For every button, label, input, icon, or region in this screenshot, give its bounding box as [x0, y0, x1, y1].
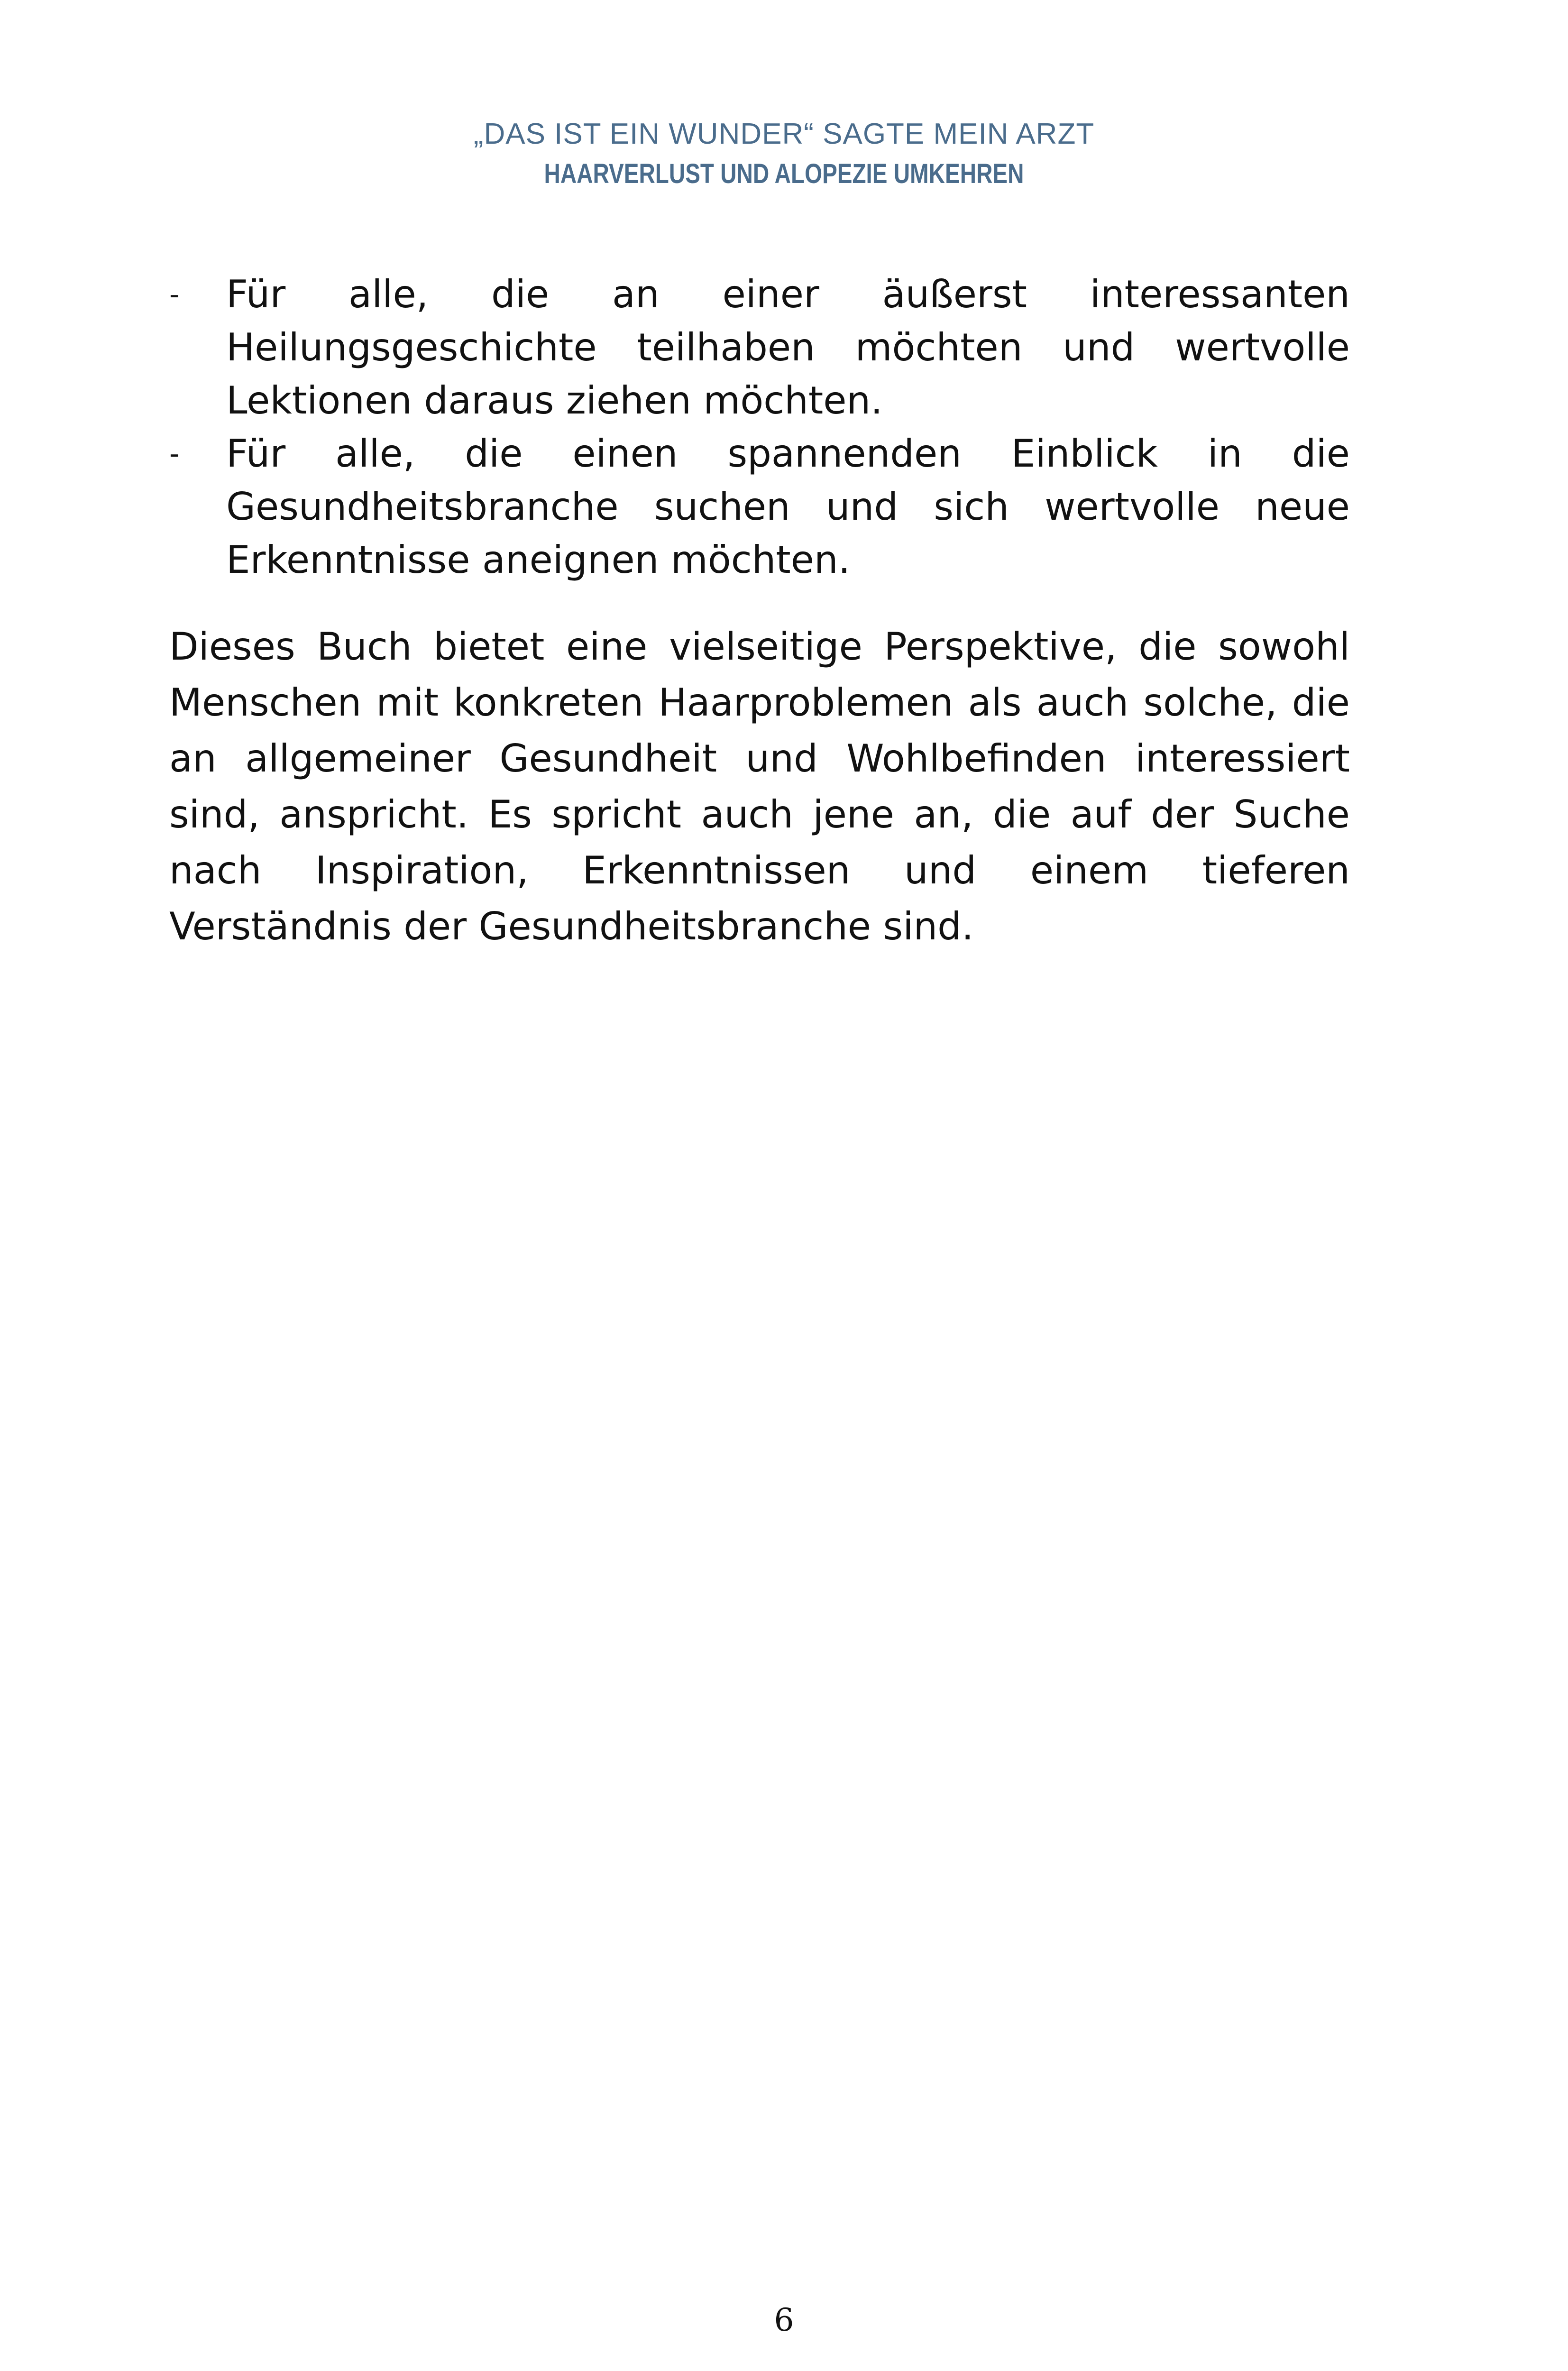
- page-content: [169, 268, 1350, 955]
- body-paragraph: Dieses Buch bietet eine vielseitige Perspektive, die sowohl Menschen mit konkreten Haarproblemen als auch solche, die an allgemeiner Gesundheit und Wohlbefinden interessiert sind, anspricht. Es spricht auch jene an, die auf der Suche nach Inspiration, Erkenntnissen und einem tieferen Verständnis der Gesundheitsbranche sind.: [169, 625, 1350, 948]
- bullet-marker: -: [169, 437, 180, 470]
- bullet-item: [169, 268, 1350, 427]
- bullet-text: Für alle, die einen spannenden Einblick in die Gesundheitsbranche suchen und sich wertvolle neue Erkenntnisse aneignen möchten.: [226, 432, 1350, 582]
- bullet-text: Für alle, die an einer äußerst interessanten Heilungsgeschichte teilhaben möchten und wertvolle Lektionen daraus ziehen möchten.: [226, 272, 1350, 423]
- bullet-item: [169, 427, 1350, 587]
- bullet-list: [169, 268, 1350, 587]
- book-title: „DAS IST EIN WUNDER“ SAGTE MEIN ARZT: [473, 118, 1095, 150]
- book-subtitle: HAARVERLUST UND ALOPEZIE UMKEHREN: [544, 158, 1024, 189]
- running-header: [0, 114, 1568, 193]
- bullet-marker: -: [169, 278, 180, 311]
- page-number: 6: [774, 2302, 794, 2338]
